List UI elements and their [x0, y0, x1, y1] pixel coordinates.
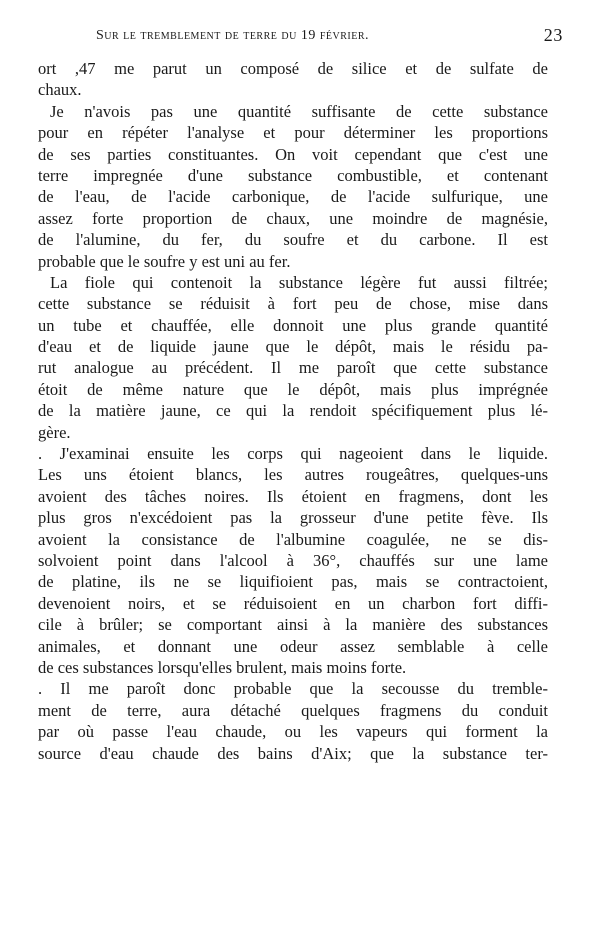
- text-line: par où passe l'eau chaude, ou les vapeurs qui forment la: [38, 722, 548, 742]
- text-line: de l'eau, de l'acide carbonique, de l'acide sulfurique, une: [38, 187, 548, 207]
- text-line: devenoient noirs, et se réduisoient en un charbon fort diffi-: [38, 593, 548, 613]
- running-title: Sur le tremblement de terre du 19 février.: [96, 28, 369, 43]
- text-line: rut analogue au précédent. Il me paroît que cette substance: [38, 358, 548, 378]
- text-line: de ces substances lorsqu'elles brulent, mais moins forte.: [38, 657, 407, 677]
- text-line: . Il me paroît donc probable que la secousse du tremble-: [38, 679, 548, 699]
- text-line: animales, et donnant une odeur assez semblable à celle: [38, 636, 548, 656]
- text-line: un tube et chauffée, elle donnoit une plus grande quantité: [38, 315, 548, 335]
- body-text: [38, 58, 548, 764]
- page-number: 23: [543, 25, 563, 45]
- text-line: cette substance se réduisit à fort peu de chose, mise dans: [38, 294, 548, 314]
- text-line: plus gros n'excédoient pas la grosseur d'une petite fève. Ils: [38, 508, 548, 528]
- text-line: solvoient point dans l'alcool à 36°, chauffés sur une lame: [38, 550, 548, 570]
- text-line: La fiole qui contenoit la substance légère fut aussi filtrée;: [50, 272, 548, 292]
- running-head: [96, 22, 563, 46]
- text-line: gère.: [38, 422, 71, 442]
- text-line: avoient des tâches noires. Ils étoient en fragmens, dont les: [38, 486, 548, 506]
- text-line: de la matière jaune, ce qui la rendoit spécifiquement plus lé-: [38, 401, 548, 421]
- text-line: terre impregnée d'une substance combustible, et contenant: [38, 165, 548, 185]
- text-line: avoient la consistance de l'albumine coagulée, ne se dis-: [38, 529, 548, 549]
- text-line: ment de terre, aura détaché quelques fragmens du conduit: [38, 700, 548, 720]
- text-line: de platine, ils ne se liquifioient pas, mais se contractoient,: [38, 572, 548, 592]
- text-line: assez forte proportion de chaux, une moindre de magnésie,: [38, 208, 548, 228]
- text-line: de l'alumine, du fer, du soufre et du carbone. Il est: [38, 230, 548, 250]
- text-line: . J'examinai ensuite les corps qui nageoient dans le liquide.: [38, 444, 548, 464]
- text-line: pour en répéter l'analyse et pour déterminer les proportions: [38, 123, 548, 143]
- text-line: ort ,47 me parut un composé de silice et de sulfate de: [38, 59, 548, 78]
- text-line: Je n'avois pas une quantité suffisante de cette substance: [50, 101, 548, 121]
- text-line: chaux.: [38, 80, 82, 100]
- text-line: probable que le soufre y est uni au fer.: [38, 251, 291, 271]
- text-line: étoit de même nature que le dépôt, mais plus imprégnée: [38, 379, 548, 399]
- text-line: source d'eau chaude des bains d'Aix; que la substance ter-: [38, 743, 548, 763]
- text-line: cile à brûler; se comportant ainsi à la manière des substances: [38, 615, 548, 635]
- text-line: de ses parties constituantes. On voit cependant que c'est une: [38, 144, 548, 164]
- text-line: Les uns étoient blancs, les autres rougeâtres, quelques-uns: [38, 465, 548, 485]
- text-line: d'eau et de liquide jaune que le dépôt, mais le résidu pa-: [38, 337, 548, 357]
